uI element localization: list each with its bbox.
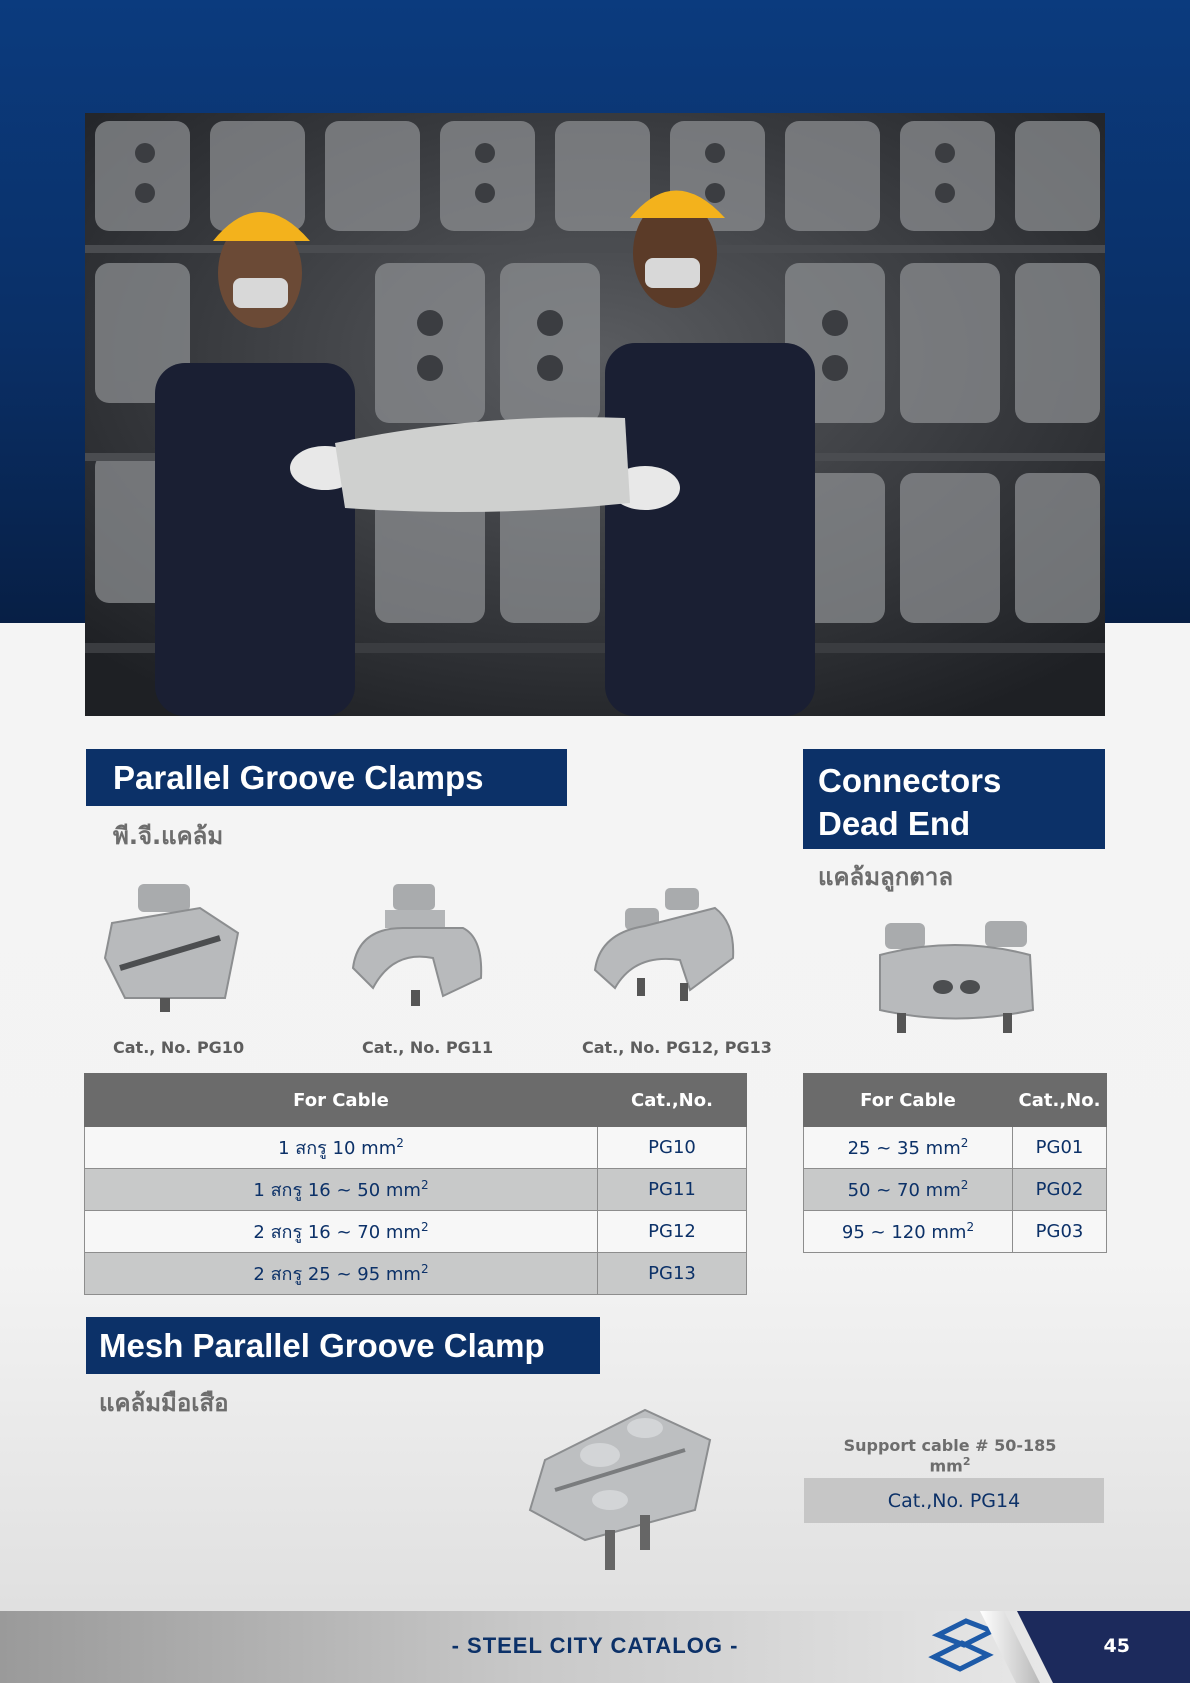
connectors-title-line1: Connectors <box>818 762 1002 799</box>
mesh-title-text: Mesh Parallel Groove Clamp <box>99 1327 545 1364</box>
cell-cat: PG12 <box>598 1211 747 1253</box>
cell-cat: PG10 <box>598 1127 747 1169</box>
table-row <box>804 1169 1107 1211</box>
cell-cat: PG01 <box>1013 1127 1107 1169</box>
product-label-pg10: Cat., No. PG10 <box>113 1038 245 1057</box>
table-header-row <box>85 1074 747 1127</box>
table-row <box>85 1169 747 1211</box>
product-image-pg14 <box>525 1400 715 1579</box>
table-row <box>804 1127 1107 1169</box>
catalog-title: - STEEL CITY CATALOG - <box>451 1633 739 1658</box>
header-for-cable: For Cable <box>804 1074 1013 1127</box>
steel-city-logo-icon <box>928 1617 998 1681</box>
cat-no-pg14: Cat.,No. PG14 <box>804 1478 1104 1523</box>
product-image-pg11 <box>343 878 488 1017</box>
product-label-pg12-pg13: Cat., No. PG12, PG13 <box>582 1038 772 1057</box>
parallel-spec-table <box>84 1073 747 1295</box>
cell-cat: PG02 <box>1013 1169 1107 1211</box>
cell-cat: PG03 <box>1013 1211 1107 1253</box>
header-for-cable: For Cable <box>85 1074 598 1127</box>
product-label-pg11: Cat., No. PG11 <box>362 1038 494 1057</box>
cell-cable: 2 สกรู 25 ~ 95 $mm^2$ <box>85 1253 598 1295</box>
connectors-title-line2: Dead End <box>818 805 971 842</box>
parallel-title-text: Parallel Groove Clamps <box>113 759 484 796</box>
product-image-pg10 <box>100 878 245 1017</box>
table-row <box>85 1211 747 1253</box>
table-row <box>85 1253 747 1295</box>
connectors-spec-table <box>803 1073 1107 1253</box>
hero-photo <box>85 113 1105 716</box>
cell-cat: PG11 <box>598 1169 747 1211</box>
support-cable-text: Support cable # 50-185 $mm^2$ <box>843 1436 1057 1476</box>
table-row <box>804 1211 1107 1253</box>
cell-cable: 1 สกรู 10 $mm^2$ <box>85 1127 598 1169</box>
product-image-pg12-pg13 <box>585 878 740 1017</box>
cell-cable: 50 ~ 70 $mm^2$ <box>804 1169 1013 1211</box>
mesh-title <box>86 1317 600 1374</box>
header-cat-no: Cat.,No. <box>598 1074 747 1127</box>
cell-cable: 2 สกรู 16 ~ 70 $mm^2$ <box>85 1211 598 1253</box>
cell-cat: PG13 <box>598 1253 747 1295</box>
table-row <box>85 1127 747 1169</box>
mesh-subtitle: แคล้มมือเสือ <box>99 1389 229 1417</box>
table-header-row <box>804 1074 1107 1127</box>
cell-cable: 95 ~ 120 $mm^2$ <box>804 1211 1013 1253</box>
connectors-subtitle: แคล้มลูกตาล <box>818 863 954 891</box>
header-cat-no: Cat.,No. <box>1013 1074 1107 1127</box>
parallel-title <box>86 749 567 806</box>
parallel-subtitle: พี.จี.แคล้ม <box>113 822 224 850</box>
footer <box>0 1611 1190 1683</box>
connectors-title <box>803 749 1105 849</box>
product-image-dead-end <box>875 915 1035 1044</box>
cell-cable: 25 ~ 35 $mm^2$ <box>804 1127 1013 1169</box>
page-number: 45 <box>1103 1635 1130 1657</box>
cell-cable: 1 สกรู 16 ~ 50 $mm^2$ <box>85 1169 598 1211</box>
